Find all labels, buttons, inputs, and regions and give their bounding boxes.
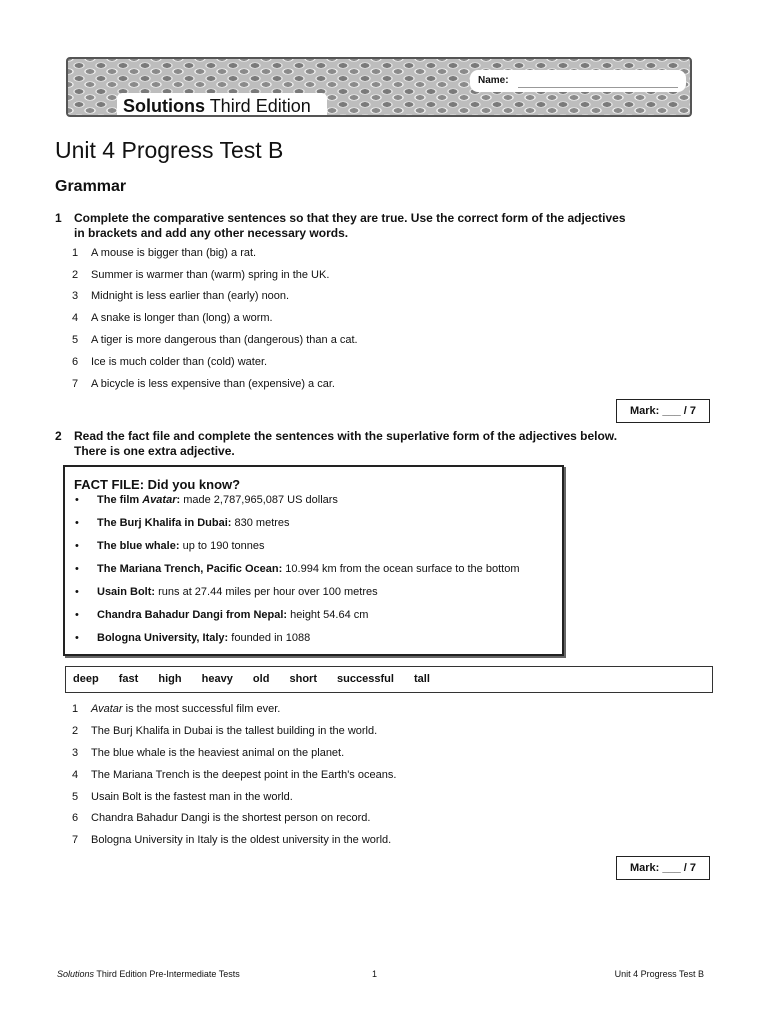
item-number: 6	[72, 356, 79, 368]
item-text: Ice is much colder than (cold) water.	[91, 356, 268, 368]
item-number: 5	[72, 334, 79, 346]
fact-value: 10.994 km from the ocean surface to the bottom	[282, 563, 520, 575]
list-item	[72, 812, 370, 824]
item-number: 2	[72, 725, 79, 737]
fact-label: The Burj Khalifa in Dubai:	[97, 517, 232, 529]
mark-box: Mark: ___ / 7	[616, 856, 710, 880]
fact-value: height 54.64 cm	[287, 609, 369, 621]
fact-item	[75, 563, 519, 575]
item-text: A bicycle is less expensive than (expensive) a car.	[91, 378, 335, 390]
mark-box: Mark: ___ / 7	[616, 399, 710, 423]
item-italic: Avatar	[91, 703, 123, 715]
fact-value: founded in 1088	[228, 632, 311, 644]
name-label: Name:	[478, 75, 509, 86]
list-item	[72, 769, 396, 781]
list-item	[72, 247, 256, 259]
question-instruction-line1: Read the fact file and complete the sentences with the superlative form of the adjectives below.	[74, 429, 618, 443]
item-number: 7	[72, 378, 79, 390]
list-item	[72, 356, 267, 368]
fact-label-italic: Avatar	[142, 494, 177, 506]
fact-label: Bologna University, Italy:	[97, 632, 229, 644]
list-item	[72, 290, 289, 302]
question-instruction-line2: in brackets and add any other necessary words.	[74, 226, 349, 240]
word-option: high	[158, 673, 182, 685]
page-title: Unit 4 Progress Test B	[55, 137, 284, 163]
word-option: successful	[337, 673, 394, 685]
item-number: 5	[72, 791, 79, 803]
word-option: short	[289, 673, 317, 685]
fact-value: made 2,787,965,087 US dollars	[180, 494, 338, 506]
footer-left	[57, 969, 240, 979]
list-item	[72, 747, 344, 759]
name-field[interactable]	[470, 70, 686, 92]
item-number: 1	[72, 703, 79, 715]
list-item	[72, 791, 293, 803]
item-text: is the most successful film ever.	[122, 703, 281, 715]
item-text: A snake is longer than (long) a worm.	[91, 312, 273, 324]
name-line	[518, 87, 678, 88]
item-text: Chandra Bahadur Dangi is the shortest person on record.	[91, 812, 371, 824]
word-option: tall	[413, 673, 430, 685]
item-text: Summer is warmer than (warm) spring in the UK.	[91, 269, 330, 281]
word-option: deep	[73, 673, 99, 685]
list-item	[72, 269, 329, 281]
item-text: The Mariana Trench is the deepest point in the Earth's oceans.	[91, 769, 397, 781]
bullet-icon: •	[75, 586, 79, 598]
fact-item	[75, 632, 310, 644]
list-item	[72, 703, 280, 715]
bullet-icon: •	[75, 494, 79, 506]
bullet-icon: •	[75, 517, 79, 529]
fact-label: Usain Bolt:	[97, 586, 156, 598]
fact-file-title: FACT FILE: Did you know?	[74, 477, 241, 492]
fact-value: 830 metres	[231, 517, 290, 529]
bullet-icon: •	[75, 609, 79, 621]
footer-brand: Solutions	[57, 969, 95, 979]
item-number: 1	[72, 247, 79, 259]
footer-book-title: Third Edition Pre-Intermediate Tests	[94, 969, 240, 979]
list-item	[72, 312, 273, 324]
fact-value: runs at 27.44 miles per hour over 100 metres	[155, 586, 378, 598]
footer-right: Unit 4 Progress Test B	[614, 969, 704, 979]
list-item	[72, 725, 377, 737]
item-number: 3	[72, 290, 79, 302]
page-number: 1	[372, 969, 378, 979]
fact-label	[97, 494, 180, 506]
brand-rest: Third Edition	[209, 96, 311, 116]
bullet-icon: •	[75, 632, 79, 644]
header-banner	[66, 57, 692, 117]
item-text: Usain Bolt is the fastest man in the world.	[91, 791, 293, 803]
list-item	[72, 378, 335, 390]
item-number: 4	[72, 312, 79, 324]
brand-bold: Solutions	[123, 96, 205, 116]
question-number: 1	[55, 211, 62, 225]
fact-label-text: The film	[97, 494, 143, 506]
item-text: The blue whale is the heaviest animal on the planet.	[91, 747, 345, 759]
fact-item	[75, 494, 338, 506]
item-text: Midnight is less earlier than (early) noon.	[91, 290, 290, 302]
brand-logo	[117, 93, 327, 117]
list-item	[72, 834, 391, 846]
word-option: old	[252, 673, 270, 685]
item-number: 3	[72, 747, 79, 759]
item-number: 6	[72, 812, 79, 824]
item-text: The Burj Khalifa in Dubai is the tallest building in the world.	[91, 725, 378, 737]
fact-value: up to 190 tonnes	[179, 540, 265, 552]
bullet-icon: •	[75, 540, 79, 552]
item-text: A mouse is bigger than (big) a rat.	[91, 247, 257, 259]
section-heading: Grammar	[55, 178, 127, 195]
word-box	[65, 666, 713, 693]
item-number: 7	[72, 834, 79, 846]
word-option: heavy	[201, 673, 233, 685]
bullet-icon: •	[75, 563, 79, 575]
fact-item	[75, 609, 368, 621]
fact-item	[75, 586, 378, 598]
word-option: fast	[118, 673, 139, 685]
fact-file-box	[63, 465, 564, 656]
item-text: A tiger is more dangerous than (dangerous) than a cat.	[91, 334, 358, 346]
question-number: 2	[55, 429, 62, 443]
fact-item	[75, 540, 265, 552]
item-number: 2	[72, 269, 79, 281]
fact-label-colon: :	[176, 494, 181, 506]
fact-item	[75, 517, 290, 529]
fact-label: Chandra Bahadur Dangi from Nepal:	[97, 609, 288, 621]
list-item	[72, 334, 358, 346]
question-instruction-line1: Complete the comparative sentences so that they are true. Use the correct form of the adjectives	[74, 211, 626, 225]
fact-label: The blue whale:	[97, 540, 180, 552]
item-text: Bologna University in Italy is the oldest university in the world.	[91, 834, 392, 846]
item-number: 4	[72, 769, 79, 781]
question-instruction-line2: There is one extra adjective.	[74, 444, 235, 458]
fact-label: The Mariana Trench, Pacific Ocean:	[97, 563, 283, 575]
